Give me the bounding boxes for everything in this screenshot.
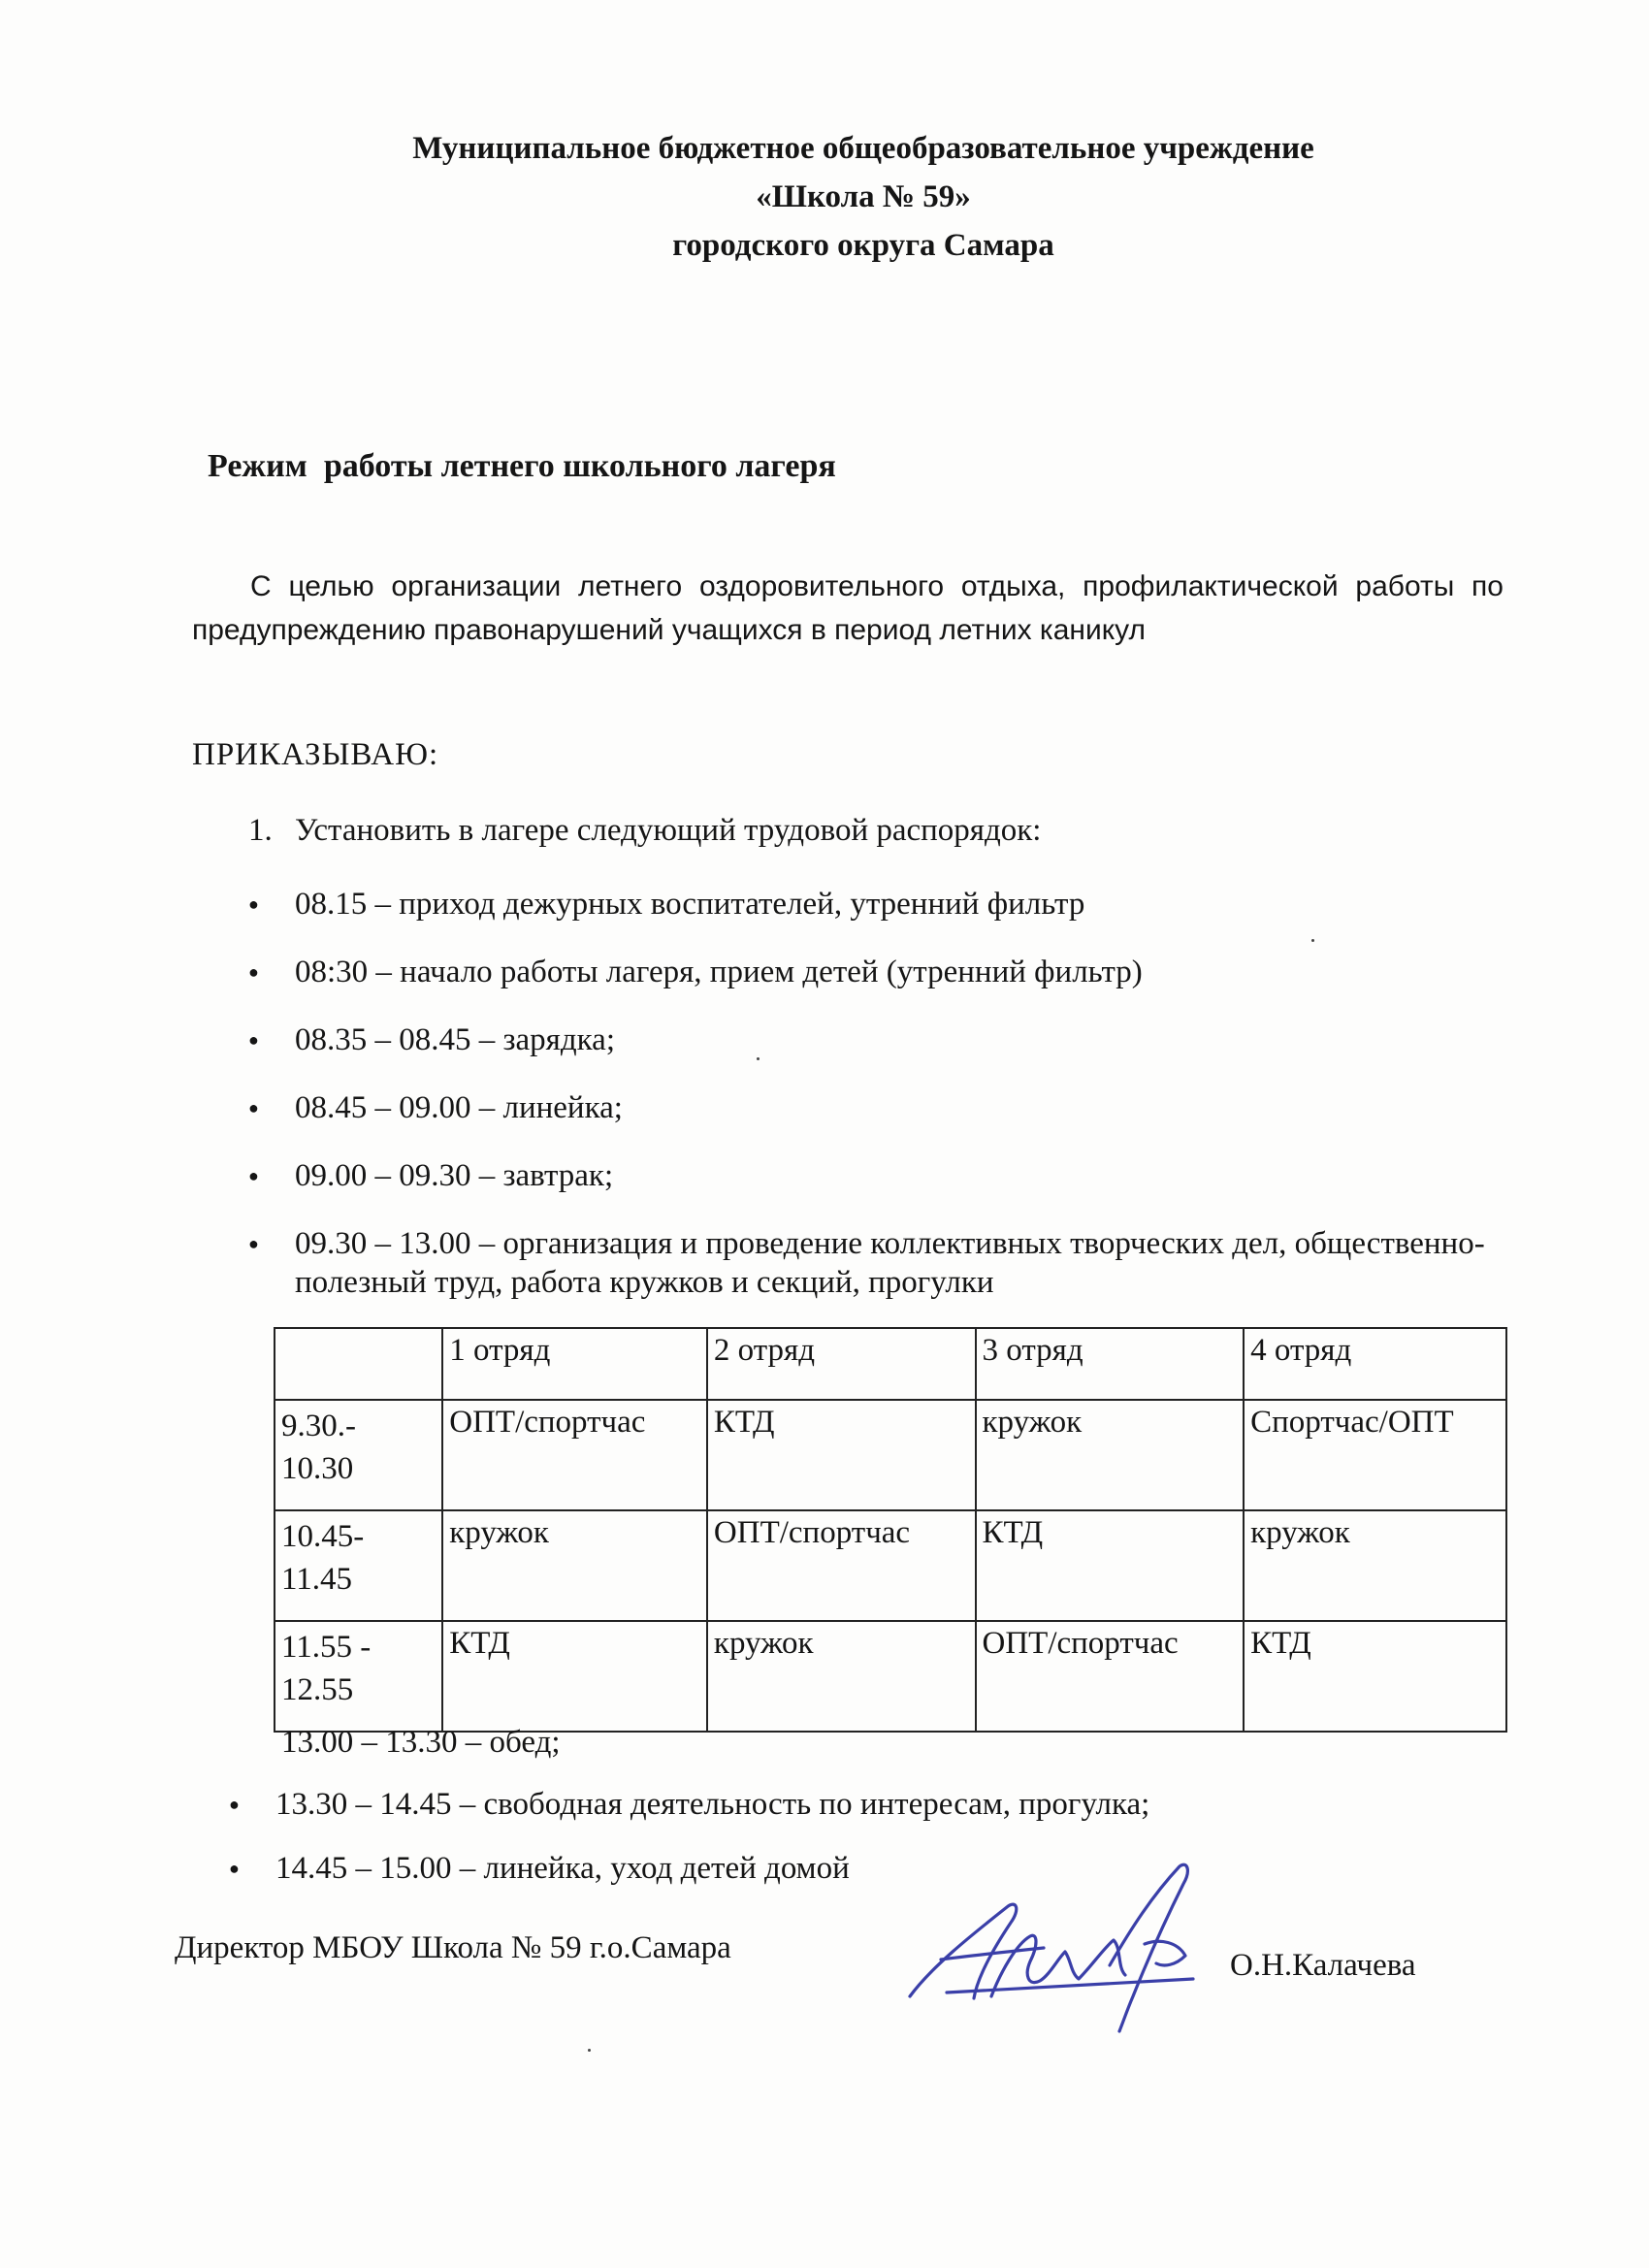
table-cell: кружок bbox=[1244, 1510, 1506, 1621]
numbered-item bbox=[248, 813, 1041, 849]
time-cell: 10.45- 11.45 bbox=[275, 1510, 442, 1621]
intro-paragraph bbox=[192, 565, 1504, 652]
header-line-2: «Школа № 59» bbox=[756, 179, 971, 214]
table-cell: ОПТ/спортчас bbox=[442, 1400, 707, 1510]
table-cell: ОПТ/спортчас bbox=[976, 1621, 1245, 1732]
schedule-list-after bbox=[229, 1785, 1490, 1913]
schedule-item: ● 09.00 – 09.30 – завтрак; bbox=[248, 1156, 1509, 1195]
order-word: ПРИКАЗЫВАЮ: bbox=[192, 737, 439, 772]
schedule-list bbox=[248, 885, 1509, 1331]
table-header-row bbox=[275, 1328, 1506, 1400]
table-cell: кружок bbox=[707, 1621, 976, 1732]
table-cell: КТД bbox=[976, 1510, 1245, 1621]
document-title: Режим работы летнего школьного лагеря bbox=[208, 448, 836, 484]
table-cell: КТД bbox=[442, 1621, 707, 1732]
header-line-3: городского округа Самара bbox=[672, 228, 1054, 263]
item-number: 1. bbox=[248, 813, 273, 848]
table-row bbox=[275, 1400, 1506, 1510]
item-text: Установить в лагере следующий трудовой распорядок: bbox=[295, 813, 1042, 848]
table-header-cell: 3 отряд bbox=[976, 1328, 1245, 1400]
time-cell: 9.30.- 10.30 bbox=[275, 1400, 442, 1510]
table-cell: КТД bbox=[707, 1400, 976, 1510]
lunch-line: 13.00 – 13.30 – обед; bbox=[281, 1725, 561, 1760]
schedule-item: ● 08:30 – начало работы лагеря, прием детей (утренний фильтр) bbox=[248, 953, 1509, 991]
schedule-item: ● 08.35 – 08.45 – зарядка; bbox=[248, 1021, 1509, 1059]
table-row bbox=[275, 1510, 1506, 1621]
table-header-cell bbox=[275, 1328, 442, 1400]
schedule-item: ● 14.45 – 15.00 – линейка, уход детей домой bbox=[229, 1849, 1490, 1888]
table-cell: кружок bbox=[976, 1400, 1245, 1510]
schedule-item: ● 13.30 – 14.45 – свободная деятельность по интересам, прогулка; bbox=[229, 1785, 1490, 1824]
director-position: Директор МБОУ Школа № 59 г.о.Самара bbox=[175, 1930, 731, 1965]
table-header-cell: 1 отряд bbox=[442, 1328, 707, 1400]
scan-speck bbox=[757, 1057, 760, 1060]
table-header-cell: 4 отряд bbox=[1244, 1328, 1506, 1400]
table-cell: кружок bbox=[442, 1510, 707, 1621]
squad-schedule-table bbox=[274, 1327, 1507, 1733]
schedule-item: ● 09.30 – 13.00 – организация и проведение коллективных творческих дел, общественно-полезный труд, работа кружков и секций, прогулки bbox=[248, 1224, 1509, 1302]
table-row bbox=[275, 1621, 1506, 1732]
time-cell: 11.55 - 12.55 bbox=[275, 1621, 442, 1732]
table-cell: ОПТ/спортчас bbox=[707, 1510, 976, 1621]
signature-icon bbox=[902, 1851, 1222, 2045]
scan-speck bbox=[1311, 939, 1314, 942]
intro-text: С целью организации летнего оздоровительного отдыха, профилактической работы по предупреждению правонарушений учащихся в период летних каникул bbox=[192, 570, 1504, 646]
schedule-item: ● 08.45 – 09.00 – линейка; bbox=[248, 1088, 1509, 1127]
scan-speck bbox=[588, 2049, 591, 2052]
institution-header bbox=[194, 124, 1533, 270]
table-header-cell: 2 отряд bbox=[707, 1328, 976, 1400]
table-cell: Спортчас/ОПТ bbox=[1244, 1400, 1506, 1510]
director-name: О.Н.Калачева bbox=[1230, 1948, 1416, 1983]
header-line-1: Муниципальное бюджетное общеобразовательное учреждение bbox=[412, 131, 1314, 166]
handwritten-signature bbox=[902, 1851, 1222, 2050]
schedule-item: ● 08.15 – приход дежурных воспитателей, утренний фильтр bbox=[248, 885, 1509, 923]
table-cell: КТД bbox=[1244, 1621, 1506, 1732]
